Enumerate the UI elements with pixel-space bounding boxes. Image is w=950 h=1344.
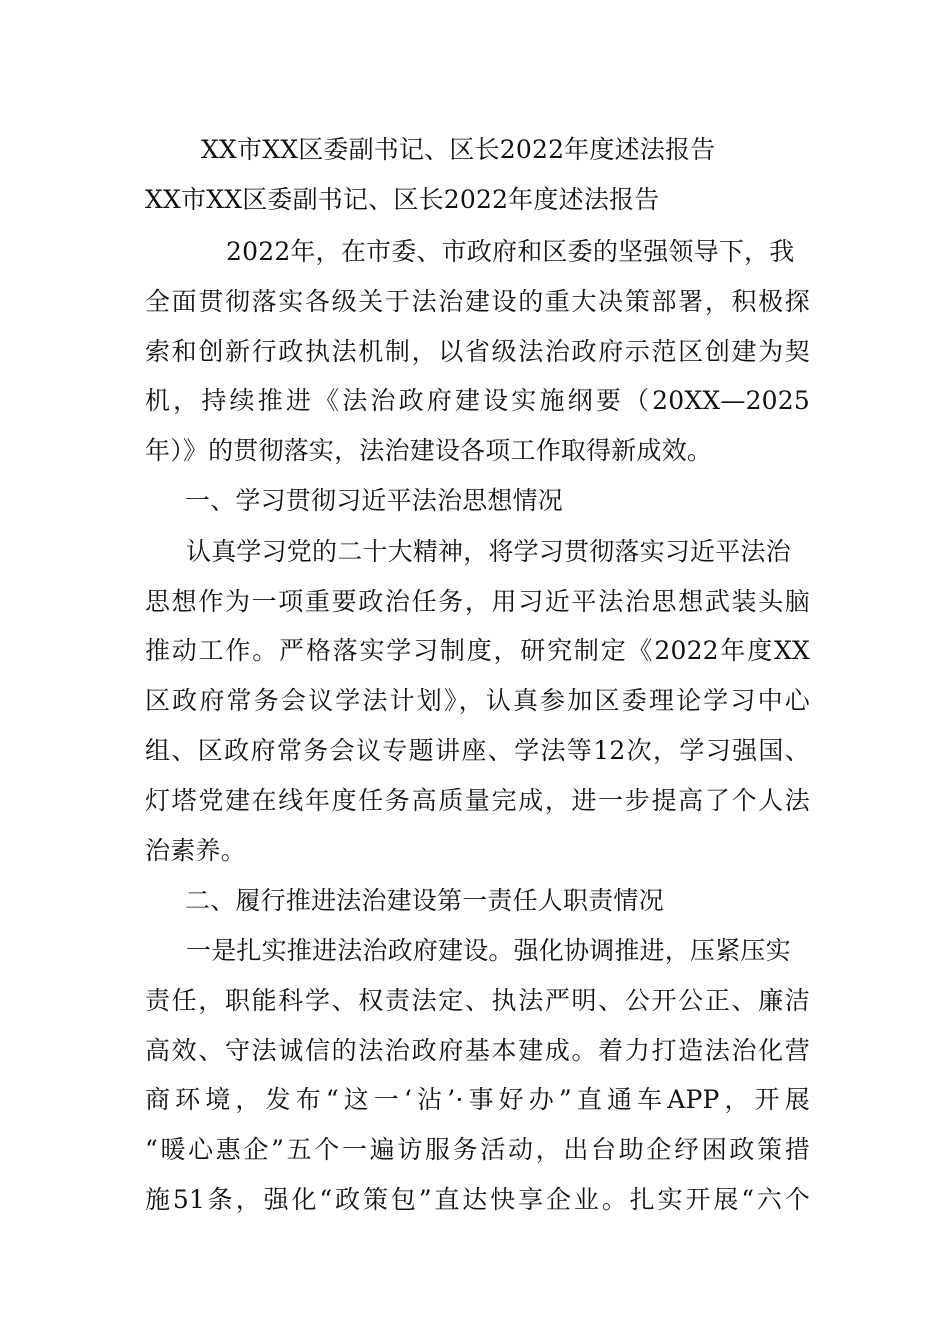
document-title-secondary: XX市XX区委副书记、区长2022年度述法报告 [145, 185, 660, 214]
section1-line-1: 认真学习党的二十大精神，将学习贯彻落实习近平法治 [186, 537, 791, 566]
section2-line-6: 施51条，强化“政策包”直达快享企业。扎实开展“六个 [145, 1185, 810, 1214]
section1-line-3: 推动工作。严格落实学习制度，研究制定《2022年度XX [145, 636, 810, 665]
section2-line-5: “暖心惠企”五个一遍访服务活动，出台助企纾困政策措 [145, 1135, 810, 1164]
section2-line-4: 商环境，发布“这一‘沾’·事好办”直通车APP，开展 [145, 1085, 810, 1114]
section1-line-5: 组、区政府常务会议专题讲座、学法等12次，学习强国、 [145, 736, 810, 765]
section1-line-7: 治素养。 [145, 836, 246, 865]
section2-line-1: 一是扎实推进法治政府建设。强化协调推进，压紧压实 [186, 936, 791, 965]
intro-line-2: 全面贯彻落实各级关于法治建设的重大决策部署，积极探 [145, 287, 810, 316]
section1-line-6: 灯塔党建在线年度任务高质量完成，进一步提高了个人法 [145, 786, 810, 815]
intro-line-4: 机，持续推进《法治政府建设实施纲要（20XX—2025 [145, 386, 810, 415]
section-heading-2: 二、履行推进法治建设第一责任人职责情况 [185, 886, 664, 915]
intro-line-5: 年）》的贯彻落实，法治建设各项工作取得新成效。 [145, 436, 713, 465]
section1-line-2: 思想作为一项重要政治任务，用习近平法治思想武装头脑 [145, 587, 810, 616]
intro-line-3: 索和创新行政执法机制，以省级法治政府示范区创建为契 [145, 337, 810, 366]
section2-line-3: 高效、守法诚信的法治政府基本建成。着力打造法治化营 [145, 1036, 810, 1065]
section-heading-1: 一、学习贯彻习近平法治思想情况 [185, 486, 564, 515]
document-title-primary: XX市XX区委副书记、区长2022年度述法报告 [201, 135, 716, 164]
section1-line-4: 区政府常务会议学法计划》，认真参加区委理论学习中心 [145, 686, 810, 715]
section2-line-2: 责任，职能科学、权责法定、执法严明、公开公正、廉洁 [145, 986, 810, 1015]
intro-line-1: 2022年，在市委、市政府和区委的坚强领导下，我 [226, 237, 795, 266]
